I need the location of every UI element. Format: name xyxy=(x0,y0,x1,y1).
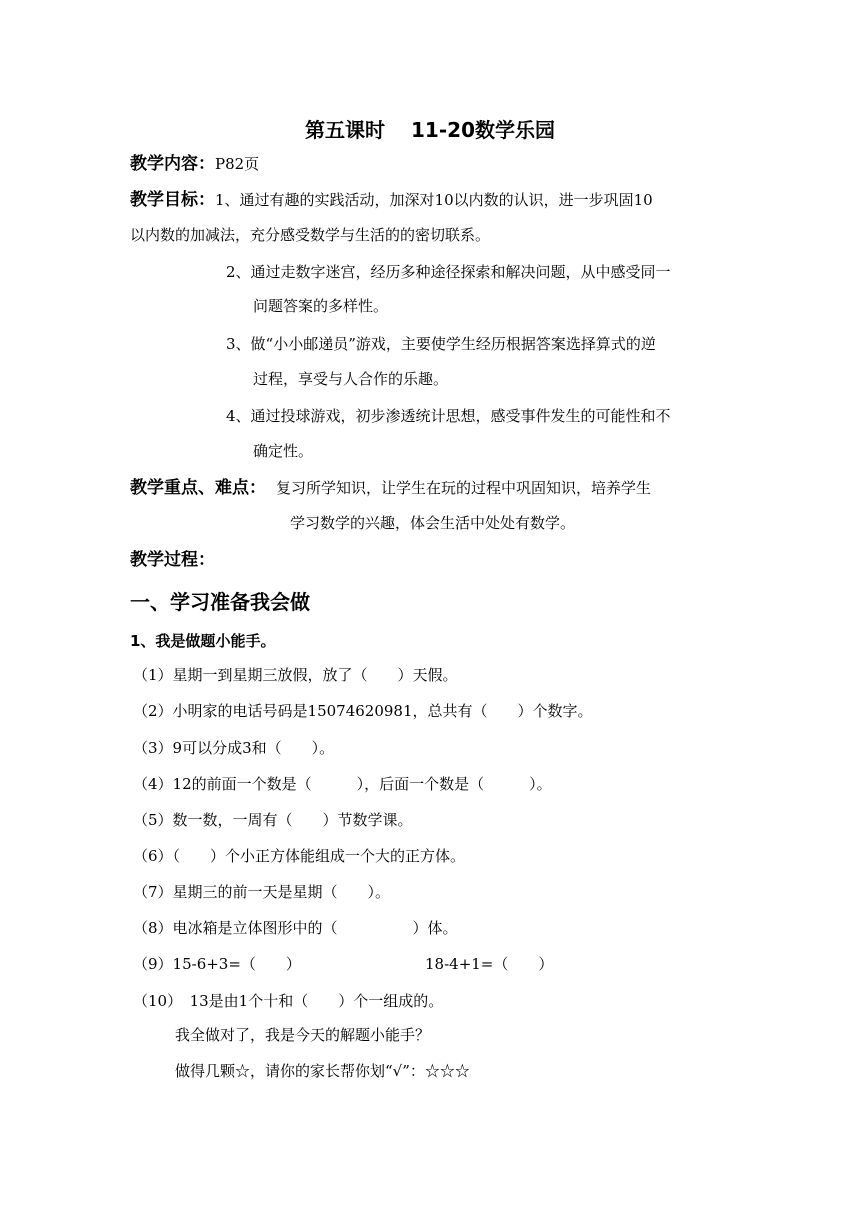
page-title xyxy=(0,116,860,144)
key-points-label: 教学重点、难点： xyxy=(130,478,266,498)
goal-4-line-1: 4、通过投球游戏，初步渗透统计思想，感受事件发生的可能性和不 xyxy=(226,407,671,425)
question-6: （6）（ ）个小正方体能组成一个大的正方体。 xyxy=(133,847,466,865)
goal-2-line-1: 2、通过走数字迷宫，经历多种途径探索和解决问题，从中感受同一 xyxy=(226,263,671,281)
teaching-content xyxy=(130,153,259,175)
teaching-content-value: P82页 xyxy=(215,155,260,173)
closing-line-2: 做得几颗☆，请你的家长帮你划“√”：☆☆☆ xyxy=(175,1062,470,1080)
closing-line-1: 我全做对了，我是今天的解题小能手？ xyxy=(175,1026,431,1044)
key-points-line-2: 学习数学的兴趣，体会生活中处处有数学。 xyxy=(290,514,576,532)
question-7: （7）星期三的前一天是星期（ ）。 xyxy=(133,883,391,901)
lesson-topic: 11-20数学乐园 xyxy=(411,118,555,142)
goal-1-text: 1、通过有趣的实践活动，加深对10以内数的认识，进一步巩固10 xyxy=(215,191,653,209)
subsection-heading: 1、我是做题小能手。 xyxy=(130,632,276,650)
question-8: （8）电冰箱是立体图形中的（ ）体。 xyxy=(133,919,458,937)
question-9b: 18-4+1=（ ） xyxy=(425,955,554,973)
key-points-text: 复习所学知识，让学生在玩的过程中巩固知识，培养学生 xyxy=(276,479,652,497)
question-10: （10） 13是由1个十和（ ）个一组成的。 xyxy=(133,992,444,1010)
goal-2-line-2: 问题答案的多样性。 xyxy=(253,297,389,315)
goal-3-line-2: 过程，享受与人合作的乐趣。 xyxy=(253,370,449,388)
question-4: （4）12的前面一个数是（ ），后面一个数是（ ）。 xyxy=(133,775,552,793)
goal-1-line-2: 以内数的加减法，充分感受数学与生活的的密切联系。 xyxy=(130,226,491,244)
question-9a: （9）15-6+3=（ ） xyxy=(133,955,301,973)
lesson-number: 第五课时 xyxy=(305,118,386,142)
question-1: （1）星期一到星期三放假，放了（ ）天假。 xyxy=(133,666,458,684)
question-3: （3）9可以分成3和（ ）。 xyxy=(133,739,335,757)
goal-1-line-1 xyxy=(130,189,653,211)
teaching-process-label: 教学过程： xyxy=(130,550,215,570)
teaching-goals-label: 教学目标： xyxy=(130,190,215,210)
question-2: （2）小明家的电话号码是15074620981，总共有（ ）个数字。 xyxy=(133,702,593,720)
section-heading: 一、学习准备我会做 xyxy=(130,590,310,614)
key-points-line-1 xyxy=(130,477,651,499)
teaching-content-label: 教学内容： xyxy=(130,154,215,174)
question-5: （5）数一数，一周有（ ）节数学课。 xyxy=(133,811,413,829)
goal-3-line-1: 3、做“小小邮递员”游戏，主要使学生经历根据答案选择算式的逆 xyxy=(226,335,656,353)
goal-4-line-2: 确定性。 xyxy=(253,442,314,460)
